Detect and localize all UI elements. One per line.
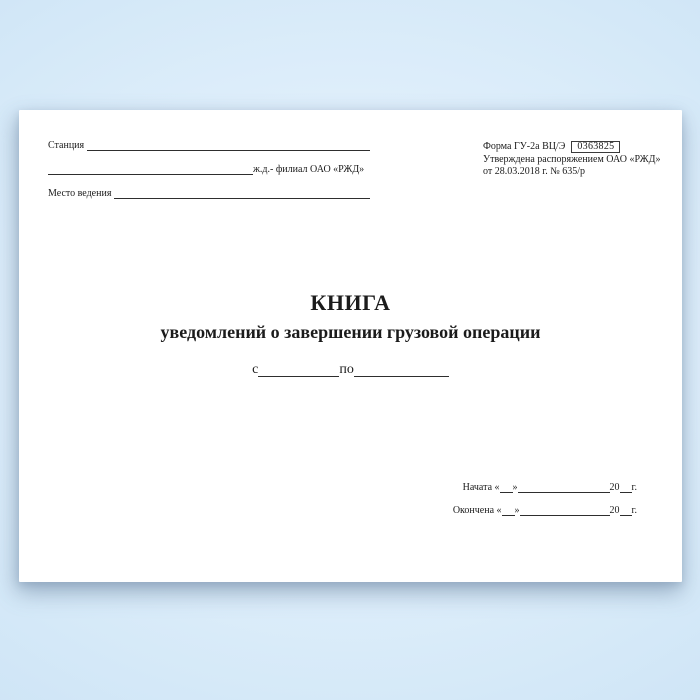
started-row [453, 482, 637, 493]
approval-line: Утверждена распоряжением ОАО «РЖД» [483, 154, 661, 165]
to-blank-line [354, 376, 449, 377]
station-blank-line [87, 150, 370, 151]
finished-year-suffix: г. [631, 505, 637, 516]
finished-row [453, 505, 637, 516]
place-blank-line [114, 198, 370, 199]
finished-open-quote: « [496, 505, 502, 516]
form-number-box: 0363825 [571, 141, 620, 153]
finished-year-blank-line [620, 515, 632, 516]
from-label: с [252, 362, 259, 377]
railway-blank-line [48, 174, 253, 175]
finished-close-quote: » [514, 505, 520, 516]
railway-label: ж.д.- филиал ОАО «РЖД» [253, 164, 365, 175]
from-blank-line [258, 376, 339, 377]
book-title: КНИГА [310, 290, 391, 315]
header-left-block [48, 140, 370, 212]
header-right-block [483, 141, 668, 177]
started-open-quote: « [494, 482, 500, 493]
book-subtitle: уведомлений о завершении грузовой операции [160, 322, 541, 342]
form-code-label: Форма ГУ-2а ВЦ/Э [483, 141, 566, 153]
form-code-row [483, 141, 668, 153]
started-day-blank-line [500, 492, 513, 493]
started-month-blank-line [518, 492, 610, 493]
title-block [19, 290, 682, 377]
station-row [48, 140, 370, 151]
started-year-blank-line [620, 492, 632, 493]
date-range-row [19, 362, 682, 377]
started-label: Начата [462, 482, 495, 493]
order-line: от 28.03.2018 г. № 635/р [483, 165, 586, 177]
place-label: Место ведения [48, 188, 114, 199]
footer-block [453, 482, 637, 528]
form-sheet [19, 110, 682, 582]
place-row [48, 188, 370, 199]
started-close-quote: » [512, 482, 518, 493]
started-year-suffix: г. [631, 482, 637, 493]
finished-month-blank-line [520, 515, 610, 516]
started-year-prefix: 20 [609, 482, 620, 493]
finished-year-prefix: 20 [609, 505, 620, 516]
finished-day-blank-line [502, 515, 515, 516]
finished-label: Окончена [452, 505, 497, 516]
station-label: Станция [48, 140, 87, 151]
to-label: по [339, 362, 354, 377]
railway-row [48, 164, 370, 175]
